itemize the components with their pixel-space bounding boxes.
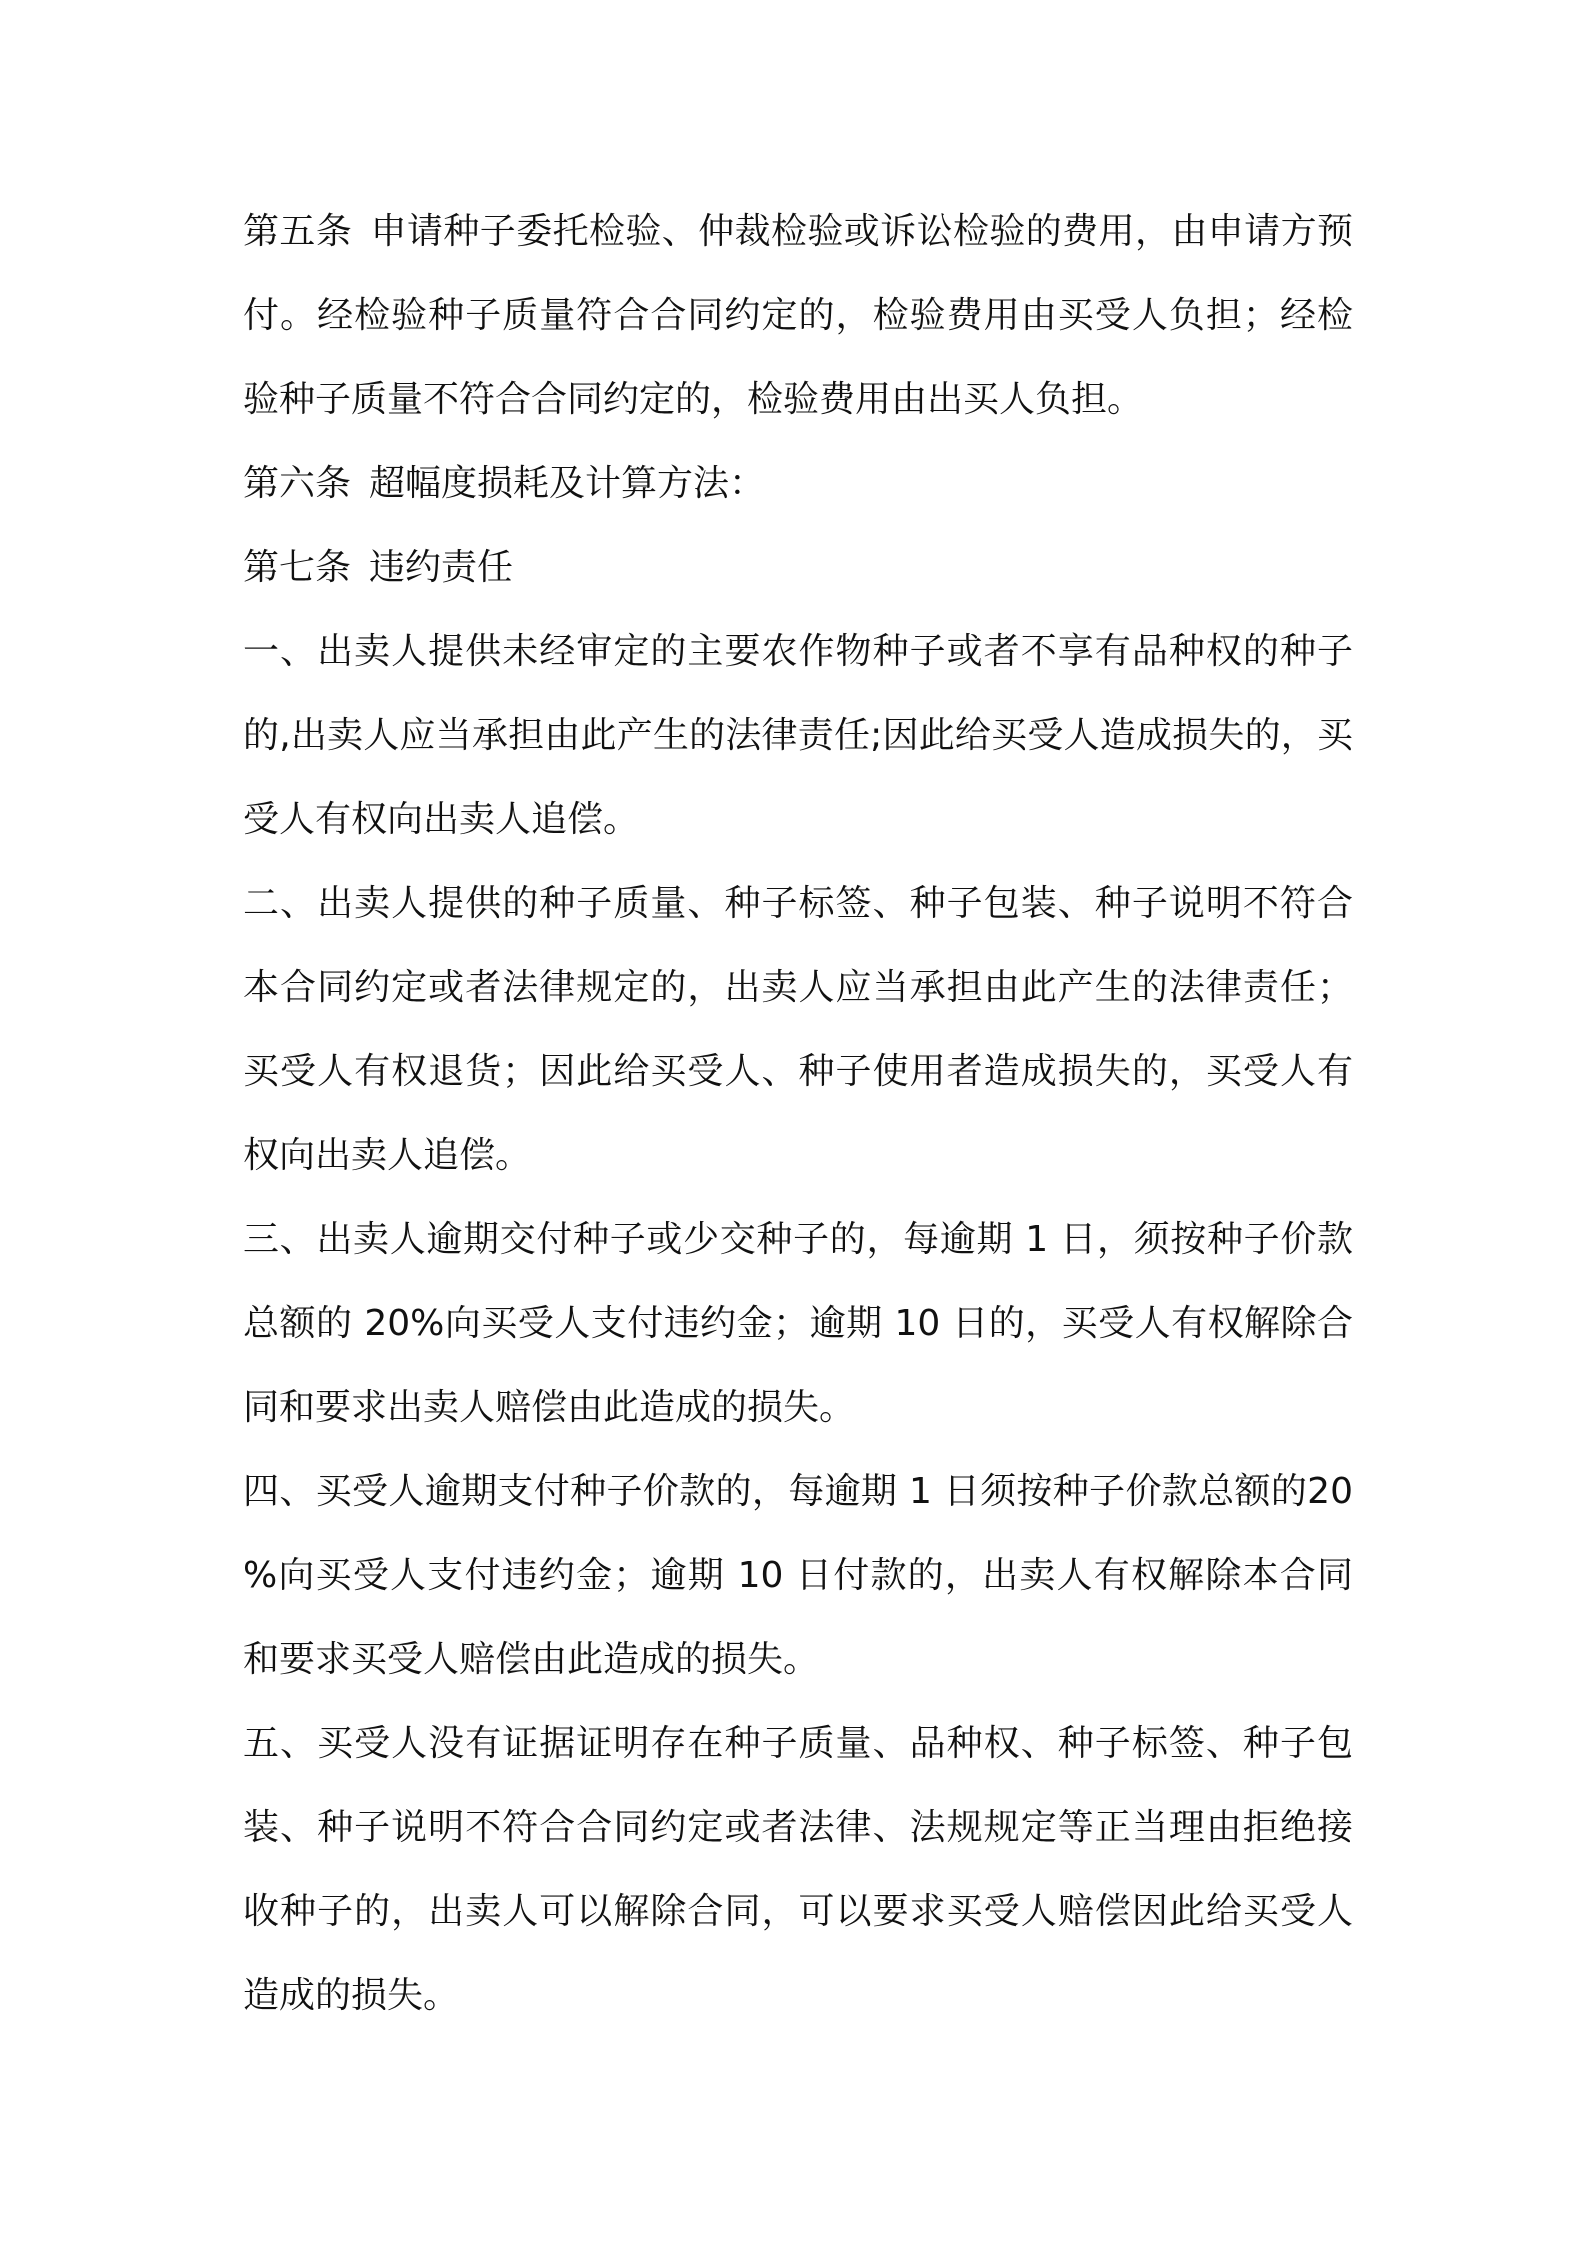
clause-5-text: 五、买受人没有证据证明存在种子质量、品种权、种子标签、种子包装、种子说明不符合合同约定或者法律、法规规定等正当理由拒绝接收种子的，出卖人可以解除合同，可以要求买受人赔偿因此给买受人造成的损失。 [243, 1723, 1353, 2016]
clause-3-paragraph [243, 1198, 1353, 1450]
article-6-text: 超幅度损耗及计算方法： [369, 463, 766, 504]
clause-1-paragraph [243, 610, 1353, 862]
article-6-heading: 第六条 [243, 463, 352, 504]
clause-1-text: 一、出卖人提供未经审定的主要农作物种子或者不享有品种权的种子的,出卖人应当承担由此产生的法律责任;因此给买受人造成损失的，买受人有权向出卖人追偿。 [243, 631, 1353, 840]
clause-2-paragraph [243, 862, 1353, 1198]
clause-2-text: 二、出卖人提供的种子质量、种子标签、种子包装、种子说明不符合本合同约定或者法律规定的，出卖人应当承担由此产生的法律责任；买受人有权退货；因此给买受人、种子使用者造成损失的，买受人有权向出卖人追偿。 [243, 883, 1353, 1176]
article-7-paragraph [243, 526, 1353, 610]
article-5-text: 申请种子委托检验、仲裁检验或诉讼检验的费用，由申请方预付。经检验种子质量符合合同约定的，检验费用由买受人负担；经检验种子质量不符合合同约定的，检验费用由出买人负担。 [243, 211, 1353, 420]
article-7-heading: 第七条 [243, 547, 352, 588]
clause-4-paragraph [243, 1450, 1353, 1702]
article-5-heading: 第五条 [243, 211, 353, 252]
clause-3-text: 三、出卖人逾期交付种子或少交种子的，每逾期 1 日，须按种子价款总额的 20%向买受人支付违约金；逾期 10 日的，买受人有权解除合同和要求出卖人赔偿由此造成的损失。 [243, 1219, 1353, 1428]
clause-5-paragraph [243, 1702, 1353, 2038]
article-5-paragraph [243, 190, 1353, 442]
article-6-paragraph [243, 442, 1353, 526]
document-body [243, 190, 1353, 2038]
clause-4-text: 四、买受人逾期支付种子价款的，每逾期 1 日须按种子价款总额的20%向买受人支付违约金；逾期 10 日付款的，出卖人有权解除本合同和要求买受人赔偿由此造成的损失。 [243, 1471, 1353, 1680]
article-7-text: 违约责任 [369, 547, 514, 588]
